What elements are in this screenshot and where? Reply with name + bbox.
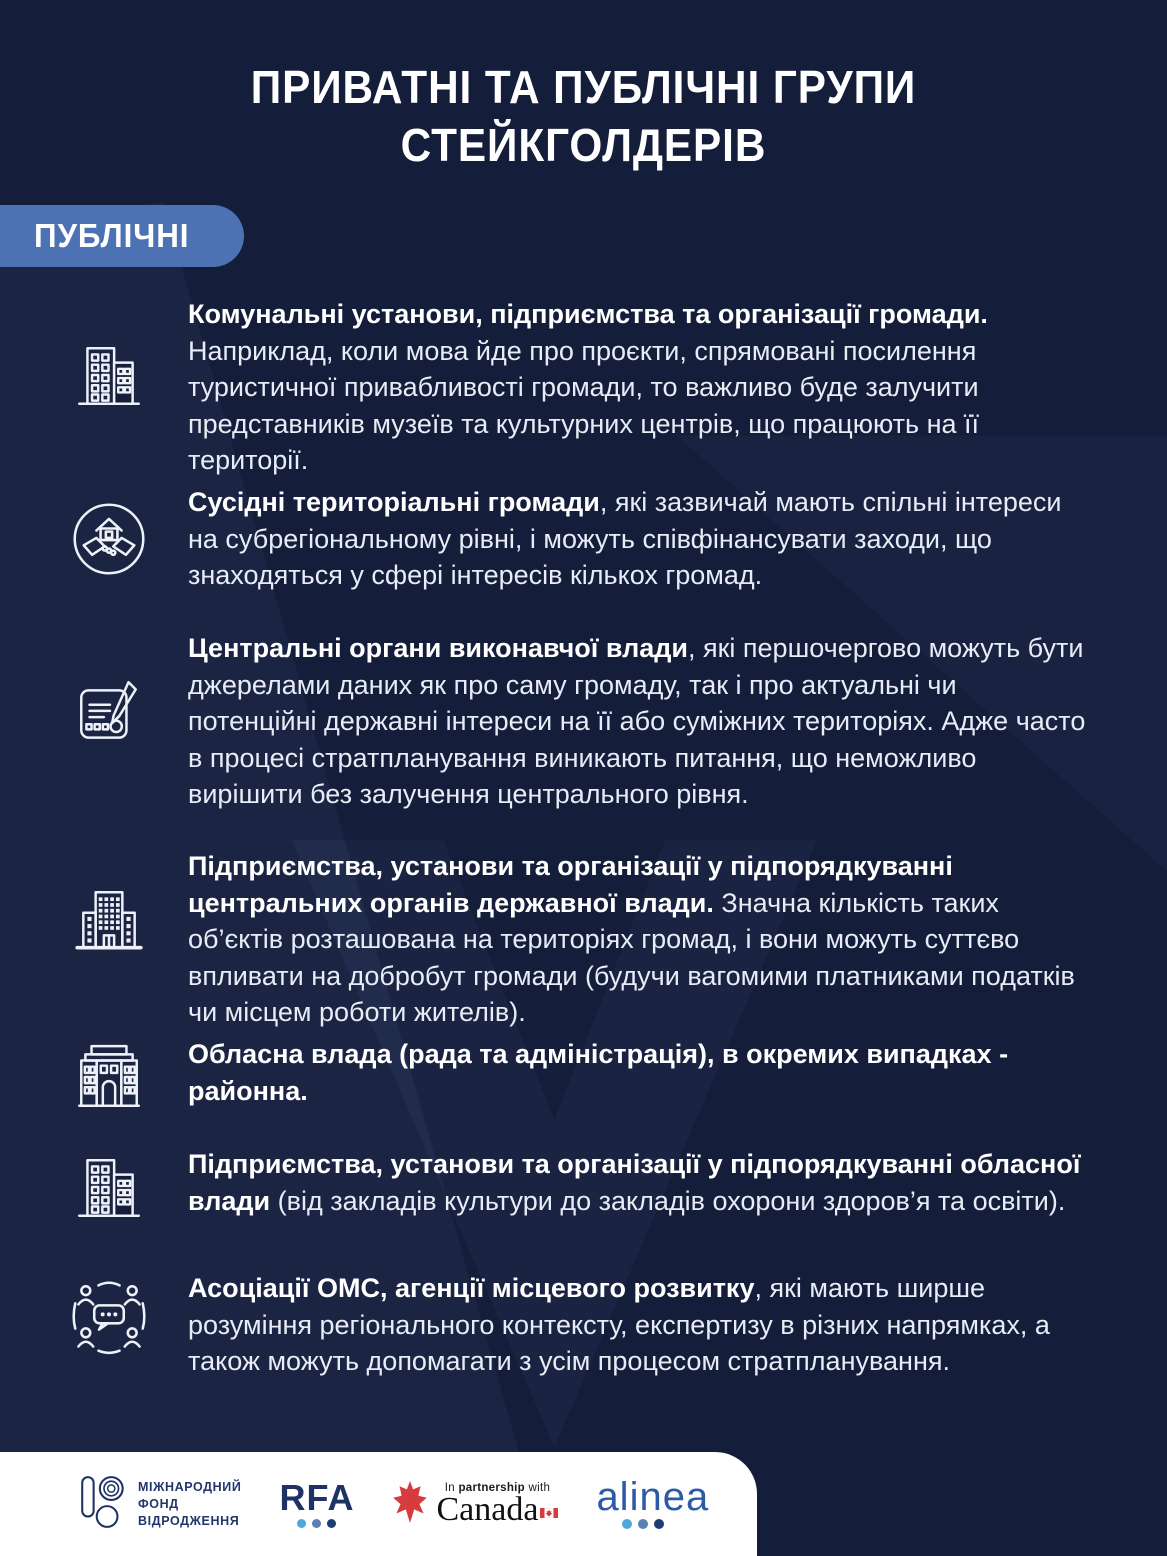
partnership-bold: partnership bbox=[458, 1482, 525, 1494]
irf-line3: ВІДРОДЖЕННЯ bbox=[138, 1513, 240, 1528]
stakeholder-item-7 bbox=[188, 1270, 1090, 1380]
item-heading: Підприємства, установи та організації у підпорядкуванні обласної влади bbox=[188, 1149, 1081, 1216]
stakeholder-item-3 bbox=[188, 630, 1090, 813]
canada-wordmark-block bbox=[436, 1482, 558, 1526]
item-heading: Сусідні територіальні громади bbox=[188, 487, 600, 517]
alinea-wordmark: alinea bbox=[596, 1475, 710, 1519]
item-body: (від закладів культури до закладів охорони здоров’я та освіти). bbox=[270, 1185, 1066, 1216]
item-heading: Асоціації ОМС, агенції місцевого розвитку bbox=[188, 1273, 755, 1303]
canada-wordmark bbox=[436, 1491, 558, 1528]
stakeholder-item-4 bbox=[188, 848, 1090, 1031]
item-heading: Обласна влада (рада та адміністрація), в окремих випадках - районна. bbox=[188, 1039, 1009, 1106]
public-group-badge bbox=[0, 205, 244, 267]
page-title-line2: СТЕЙКГОЛДЕРІВ bbox=[400, 119, 767, 171]
association-network-icon bbox=[68, 1278, 150, 1356]
dot-dark bbox=[654, 1519, 664, 1529]
alinea-logo bbox=[596, 1475, 710, 1529]
item-body: Наприклад, коли мова йде про проєкти, спрямовані посилення туристичної привабливості громади, то важливо буде залучити представників музеїв та культурних центрів, що працюють на її території. bbox=[188, 335, 980, 475]
irf-logo-icon bbox=[80, 1474, 128, 1535]
rfa-logo bbox=[279, 1476, 355, 1528]
maple-leaf-icon bbox=[392, 1481, 428, 1528]
stakeholder-item-6 bbox=[188, 1146, 1090, 1219]
item-heading: Підприємства, установи та організації у підпорядкуванні центральних органів державної влади. bbox=[188, 851, 953, 918]
item-heading: Комунальні установи, підприємства та організації громади. bbox=[188, 299, 988, 329]
item-body: , які зазвичай мають спільні інтереси на субрегіональному рівні, і можуть співфінансувати заходи, що знаходяться у сфері інтересів кількох громад. bbox=[188, 487, 1062, 590]
item-body: , які першочергово можуть бути джерелами даних як про саму громаду, так і про актуальні чи потенційні державні інтереси на її або суміжних територіях. Адже часто в процесі стратпланування виникають питання, що неможливо вирішити без залучення центрального рівня. bbox=[188, 633, 1086, 809]
irf-line2: ФОНД bbox=[138, 1496, 179, 1511]
rfa-dots bbox=[297, 1519, 336, 1528]
dot-dark bbox=[327, 1519, 336, 1528]
item-body: , які мають ширше розуміння регіонального контексту, експертизу в різних напрямках, а також можуть допомагати з усім процесом стратпланування. bbox=[188, 1273, 1050, 1376]
badge-label: ПУБЛІЧНІ bbox=[34, 217, 190, 254]
administration-building-icon bbox=[68, 1040, 150, 1116]
irf-line1: МІЖНАРОДНИЙ bbox=[138, 1479, 242, 1494]
buildings-icon bbox=[68, 1150, 150, 1226]
rfa-wordmark: RFA bbox=[279, 1476, 355, 1518]
dot-mid bbox=[638, 1519, 648, 1529]
item-heading: Центральні органи виконавчої влади bbox=[188, 633, 688, 663]
partnership-pre: In bbox=[444, 1482, 459, 1494]
dot-light bbox=[297, 1519, 306, 1528]
dot-light bbox=[622, 1519, 632, 1529]
item-body: Значна кількість таких об’єктів розташована на територіях громад, і вони можуть суттєво впливати на добробут громади (будучи вагомими платниками податків чи місцем роботи жителів). bbox=[188, 887, 1075, 1027]
alinea-dots bbox=[622, 1519, 664, 1529]
canada-flag-icon bbox=[540, 1492, 558, 1524]
canada-word: Canada bbox=[436, 1491, 539, 1528]
irf-logo-text bbox=[138, 1479, 241, 1530]
buildings-icon bbox=[68, 338, 150, 414]
partner-logos-footer bbox=[0, 1452, 757, 1556]
irf-logo bbox=[80, 1474, 241, 1535]
page-title-line1: ПРИВАТНІ ТА ПУБЛІЧНІ ГРУПИ bbox=[250, 61, 917, 113]
community-handshake-icon bbox=[68, 500, 150, 578]
dot-mid bbox=[312, 1519, 321, 1528]
document-pen-icon bbox=[68, 676, 150, 752]
stakeholder-item-5 bbox=[188, 1036, 1090, 1109]
page-title bbox=[0, 58, 1167, 174]
partnership-post: with bbox=[525, 1482, 551, 1494]
canada-partnership-logo bbox=[392, 1481, 558, 1528]
office-building-icon bbox=[68, 884, 150, 960]
stakeholder-item-2 bbox=[188, 484, 1090, 594]
stakeholder-item-1 bbox=[188, 296, 1090, 479]
